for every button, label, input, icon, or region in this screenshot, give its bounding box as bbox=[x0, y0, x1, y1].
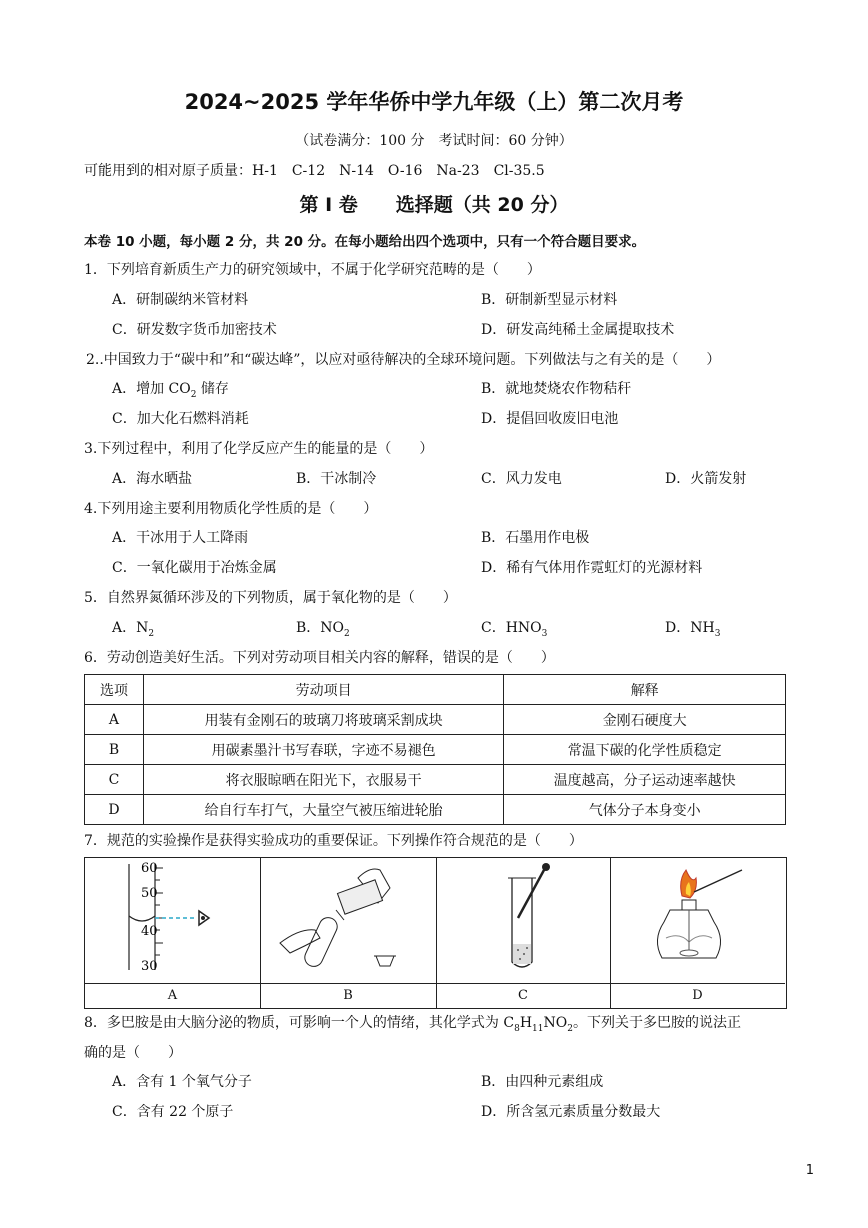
q1-option-c: C．研发数字货币加密技术 bbox=[112, 322, 277, 338]
q5-option-c: C．$HNO_3$ bbox=[481, 620, 548, 639]
q3-option-c: C．风力发电 bbox=[481, 471, 562, 487]
q4-option-c: C．一氧化碳用于冶炼金属 bbox=[112, 560, 277, 576]
table-row bbox=[85, 735, 786, 765]
table-cell: D bbox=[85, 795, 144, 825]
q2-option-c: C．加大化石燃料消耗 bbox=[112, 411, 249, 427]
q2-stem: 2..中国致力于“碳中和”和“碳达峰”，以应对亟待解决的全球环境问题。下列做法与之有关的是（ ） bbox=[86, 352, 721, 368]
table-cell: 给自行车打气，大量空气被压缩进轮胎 bbox=[143, 795, 503, 825]
q2-option-b: B．就地焚烧农作物秸秆 bbox=[481, 381, 632, 397]
scale-label: 40 bbox=[141, 924, 158, 939]
q1-stem: 1．下列培育新质生产力的研究领域中，不属于化学研究范畴的是（ ） bbox=[84, 262, 541, 278]
table-header: 解释 bbox=[504, 675, 786, 705]
q8-option-c: C．含有 22 个原子 bbox=[112, 1104, 234, 1120]
figure-label: C bbox=[436, 983, 611, 1008]
q8-option-b: B．由四种元素组成 bbox=[481, 1074, 604, 1090]
graduated-cylinder-icon bbox=[85, 858, 260, 983]
table-header: 选项 bbox=[85, 675, 144, 705]
q5-stem: 5．自然界氮循环涉及的下列物质，属于氧化物的是（ ） bbox=[84, 590, 457, 606]
q6-stem: 6．劳动创造美好生活。下列对劳动项目相关内容的解释，错误的是（ ） bbox=[84, 650, 555, 666]
q1-option-b: B．研制新型显示材料 bbox=[481, 292, 618, 308]
scale-label: 50 bbox=[141, 886, 158, 901]
table-cell: 用碳素墨汁书写春联，字迹不易褪色 bbox=[143, 735, 503, 765]
q4-option-a: A．干冰用于人工降雨 bbox=[112, 530, 249, 546]
instructions: 本卷 10 小题，每小题 2 分，共 20 分。在每小题给出四个选项中，只有一个符合题目要求。 bbox=[84, 234, 646, 250]
pouring-test-tube-icon bbox=[260, 858, 436, 983]
section-title: 第 I 卷 选择题（共 20 分） bbox=[299, 194, 569, 216]
q6-table bbox=[84, 674, 786, 825]
table-row bbox=[85, 765, 786, 795]
alcohol-lamp-icon bbox=[610, 858, 785, 983]
q3-option-a: A．海水晒盐 bbox=[112, 471, 193, 487]
figure-c-test-tube bbox=[436, 858, 611, 983]
figure-a-cylinder-reading bbox=[85, 858, 261, 983]
table-cell: 将衣服晾晒在阳光下，衣服易干 bbox=[143, 765, 503, 795]
q5-option-a: A．$N_2$ bbox=[112, 620, 155, 639]
q4-option-b: B．石墨用作电极 bbox=[481, 530, 590, 546]
figure-label: D bbox=[610, 983, 785, 1008]
q3-option-b: B．干冰制冷 bbox=[296, 471, 377, 487]
page-number: 1 bbox=[805, 1163, 814, 1178]
q1-option-d: D．研发高纯稀土金属提取技术 bbox=[481, 322, 675, 338]
table-cell: 气体分子本身变小 bbox=[504, 795, 786, 825]
table-cell: 用装有金刚石的玻璃刀将玻璃采割成块 bbox=[143, 705, 503, 735]
q4-stem: 4.下列用途主要利用物质化学性质的是（ ） bbox=[84, 501, 378, 517]
table-cell: 常温下碳的化学性质稳定 bbox=[504, 735, 786, 765]
q5-option-b: B．$NO_2$ bbox=[296, 620, 350, 639]
q8-stem-line1: 8．多巴胺是由大脑分泌的物质，可影响一个人的情绪，其化学式为 $C_8H_{11}NO_2$。下列关于多巴胺的说法正 bbox=[84, 1015, 741, 1034]
figure-label: B bbox=[260, 983, 437, 1008]
exam-info: （试卷满分：100 分 考试时间：60 分钟） bbox=[295, 133, 573, 149]
figure-d-alcohol-lamp bbox=[610, 858, 785, 983]
figure-b-pouring-liquid bbox=[260, 858, 437, 983]
table-row bbox=[85, 705, 786, 735]
page-title: 2024~2025 学年华侨中学九年级（上）第二次月考 bbox=[184, 90, 684, 114]
q7-figure-table bbox=[84, 857, 787, 1009]
q2-option-d: D．提倡回收废旧电池 bbox=[481, 411, 619, 427]
q4-option-d: D．稀有气体用作霓虹灯的光源材料 bbox=[481, 560, 703, 576]
q3-stem: 3.下列过程中，利用了化学反应产生的能量的是（ ） bbox=[84, 441, 434, 457]
scale-label: 60 bbox=[141, 861, 158, 876]
atomic-masses: 可能用到的相对原子质量：H-1 C-12 N-14 O-16 Na-23 Cl-35.5 bbox=[84, 163, 545, 179]
q7-stem: 7．规范的实验操作是获得实验成功的重要保证。下列操作符合规范的是（ ） bbox=[84, 833, 583, 849]
table-cell: 金刚石硬度大 bbox=[504, 705, 786, 735]
q5-option-d: D．$NH_3$ bbox=[665, 620, 721, 639]
table-row bbox=[85, 795, 786, 825]
table-header-row bbox=[85, 675, 786, 705]
test-tube-icon bbox=[436, 858, 610, 983]
q2-option-a: A．增加 $CO_2$ 储存 bbox=[112, 381, 229, 400]
q8-stem-line2: 确的是（ ） bbox=[84, 1045, 182, 1061]
table-cell: 温度越高，分子运动速率越快 bbox=[504, 765, 786, 795]
table-cell: C bbox=[85, 765, 144, 795]
table-cell: A bbox=[85, 705, 144, 735]
q3-option-d: D．火箭发射 bbox=[665, 471, 747, 487]
table-header: 劳动项目 bbox=[143, 675, 503, 705]
scale-label: 30 bbox=[141, 959, 158, 974]
q1-option-a: A．研制碳纳米管材料 bbox=[112, 292, 249, 308]
figure-label: A bbox=[85, 983, 261, 1008]
table-cell: B bbox=[85, 735, 144, 765]
q8-option-d: D．所含氢元素质量分数最大 bbox=[481, 1104, 661, 1120]
q8-option-a: A．含有 1 个氧气分子 bbox=[112, 1074, 252, 1090]
